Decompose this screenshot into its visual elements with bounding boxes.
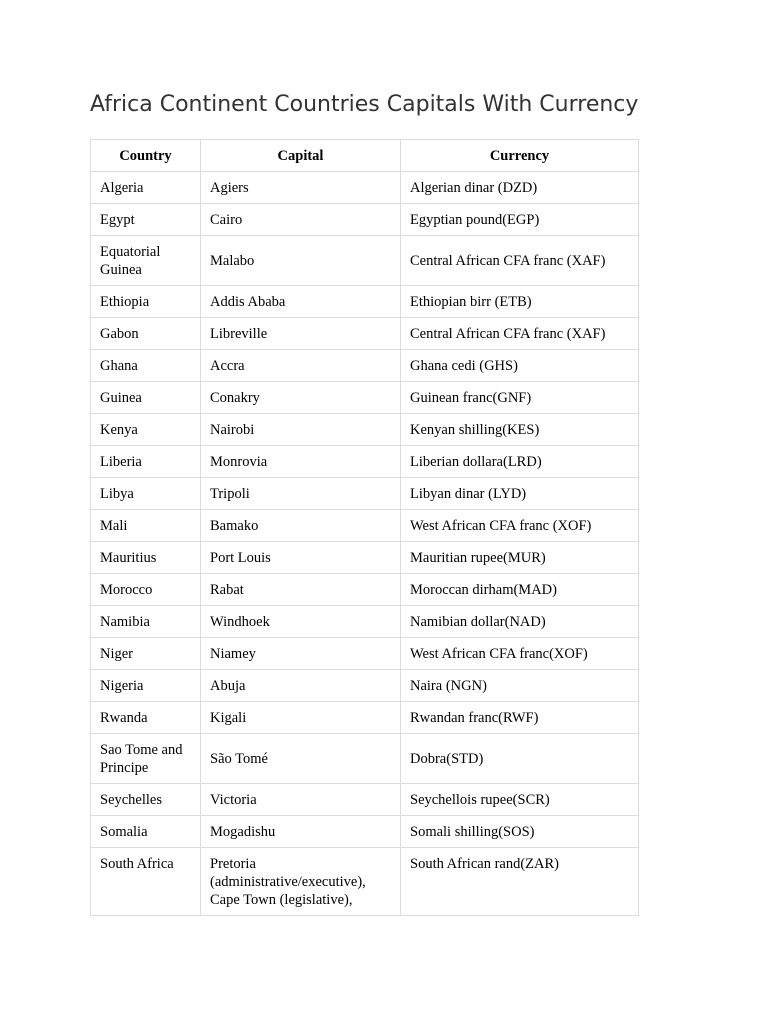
country-cell: Egypt bbox=[91, 204, 201, 236]
capital-cell: Abuja bbox=[201, 670, 401, 702]
table-row bbox=[91, 414, 639, 446]
country-cell: Kenya bbox=[91, 414, 201, 446]
table-row bbox=[91, 848, 639, 916]
country-cell: Gabon bbox=[91, 318, 201, 350]
table-row bbox=[91, 236, 639, 286]
capital-cell: Cairo bbox=[201, 204, 401, 236]
table-row bbox=[91, 702, 639, 734]
country-cell: Morocco bbox=[91, 574, 201, 606]
capital-cell: Nairobi bbox=[201, 414, 401, 446]
countries-table bbox=[90, 139, 639, 916]
table-row bbox=[91, 542, 639, 574]
table-row bbox=[91, 734, 639, 784]
currency-cell: Egyptian pound(EGP) bbox=[401, 204, 639, 236]
country-cell: Mali bbox=[91, 510, 201, 542]
country-cell: Niger bbox=[91, 638, 201, 670]
table-row bbox=[91, 638, 639, 670]
country-cell: Namibia bbox=[91, 606, 201, 638]
country-cell: Liberia bbox=[91, 446, 201, 478]
currency-cell: Algerian dinar (DZD) bbox=[401, 172, 639, 204]
currency-cell: Central African CFA franc (XAF) bbox=[401, 236, 639, 286]
country-cell: Ghana bbox=[91, 350, 201, 382]
country-cell: Sao Tome and Principe bbox=[91, 734, 201, 784]
table-row bbox=[91, 286, 639, 318]
table-row bbox=[91, 204, 639, 236]
currency-cell: Libyan dinar (LYD) bbox=[401, 478, 639, 510]
table-row bbox=[91, 446, 639, 478]
capital-cell: Niamey bbox=[201, 638, 401, 670]
country-cell: Ethiopia bbox=[91, 286, 201, 318]
document-page bbox=[90, 88, 638, 916]
currency-cell: South African rand(ZAR) bbox=[401, 848, 639, 916]
table-row bbox=[91, 172, 639, 204]
currency-cell: West African CFA franc(XOF) bbox=[401, 638, 639, 670]
column-header-capital: Capital bbox=[201, 140, 401, 172]
country-cell: Nigeria bbox=[91, 670, 201, 702]
capital-cell: Malabo bbox=[201, 236, 401, 286]
capital-cell: Pretoria (administrative/executive), Cape Town (legislative), bbox=[201, 848, 401, 916]
currency-cell: Naira (NGN) bbox=[401, 670, 639, 702]
country-cell: Somalia bbox=[91, 816, 201, 848]
table-row bbox=[91, 816, 639, 848]
table-row bbox=[91, 318, 639, 350]
capital-cell: São Tomé bbox=[201, 734, 401, 784]
table-body bbox=[91, 172, 639, 916]
capital-cell: Agiers bbox=[201, 172, 401, 204]
capital-cell: Libreville bbox=[201, 318, 401, 350]
capital-cell: Monrovia bbox=[201, 446, 401, 478]
capital-cell: Port Louis bbox=[201, 542, 401, 574]
currency-cell: Dobra(STD) bbox=[401, 734, 639, 784]
table-row bbox=[91, 606, 639, 638]
country-cell: Guinea bbox=[91, 382, 201, 414]
capital-cell: Victoria bbox=[201, 784, 401, 816]
capital-cell: Windhoek bbox=[201, 606, 401, 638]
capital-cell: Tripoli bbox=[201, 478, 401, 510]
currency-cell: Guinean franc(GNF) bbox=[401, 382, 639, 414]
column-header-currency: Currency bbox=[401, 140, 639, 172]
capital-cell: Rabat bbox=[201, 574, 401, 606]
currency-cell: Central African CFA franc (XAF) bbox=[401, 318, 639, 350]
table-row bbox=[91, 784, 639, 816]
currency-cell: West African CFA franc (XOF) bbox=[401, 510, 639, 542]
capital-cell: Mogadishu bbox=[201, 816, 401, 848]
currency-cell: Namibian dollar(NAD) bbox=[401, 606, 639, 638]
currency-cell: Rwandan franc(RWF) bbox=[401, 702, 639, 734]
currency-cell: Moroccan dirham(MAD) bbox=[401, 574, 639, 606]
table-row bbox=[91, 510, 639, 542]
capital-cell: Addis Ababa bbox=[201, 286, 401, 318]
capital-cell: Accra bbox=[201, 350, 401, 382]
currency-cell: Ghana cedi (GHS) bbox=[401, 350, 639, 382]
currency-cell: Seychellois rupee(SCR) bbox=[401, 784, 639, 816]
table-header-row bbox=[91, 140, 639, 172]
capital-cell: Kigali bbox=[201, 702, 401, 734]
table-row bbox=[91, 670, 639, 702]
table-row bbox=[91, 382, 639, 414]
table-row bbox=[91, 478, 639, 510]
currency-cell: Ethiopian birr (ETB) bbox=[401, 286, 639, 318]
column-header-country: Country bbox=[91, 140, 201, 172]
capital-cell: Bamako bbox=[201, 510, 401, 542]
currency-cell: Kenyan shilling(KES) bbox=[401, 414, 639, 446]
country-cell: Rwanda bbox=[91, 702, 201, 734]
country-cell: Mauritius bbox=[91, 542, 201, 574]
country-cell: Seychelles bbox=[91, 784, 201, 816]
currency-cell: Liberian dollara(LRD) bbox=[401, 446, 639, 478]
table-row bbox=[91, 350, 639, 382]
country-cell: Libya bbox=[91, 478, 201, 510]
country-cell: South Africa bbox=[91, 848, 201, 916]
table-row bbox=[91, 574, 639, 606]
country-cell: Algeria bbox=[91, 172, 201, 204]
page-title: Africa Continent Countries Capitals With Currency bbox=[90, 92, 639, 117]
country-cell: Equatorial Guinea bbox=[91, 236, 201, 286]
currency-cell: Somali shilling(SOS) bbox=[401, 816, 639, 848]
capital-cell: Conakry bbox=[201, 382, 401, 414]
currency-cell: Mauritian rupee(MUR) bbox=[401, 542, 639, 574]
